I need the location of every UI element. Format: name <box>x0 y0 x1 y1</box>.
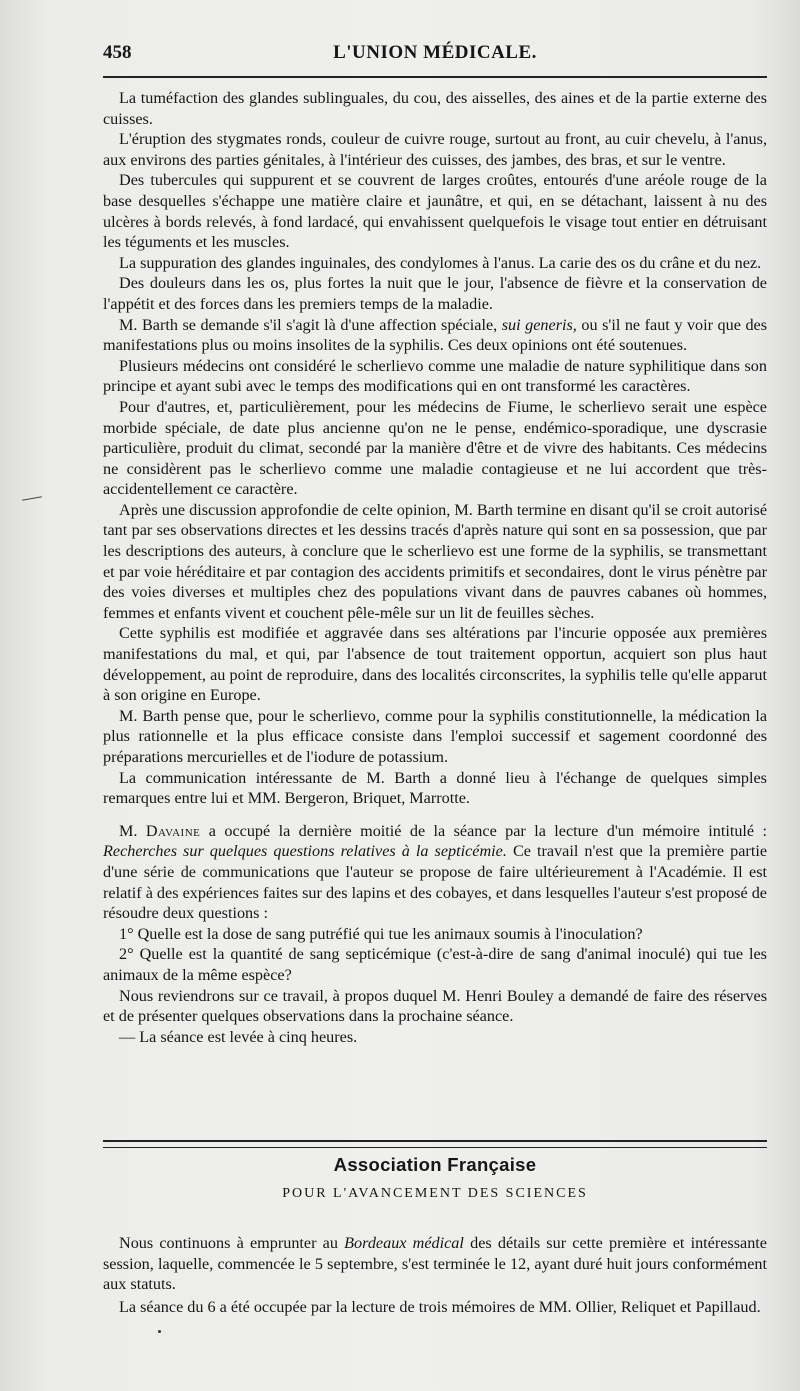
memoir-title: Recherches sur quelques questions relatives à la septicémie. <box>103 842 507 861</box>
paragraph: — La séance est levée à cinq heures. <box>119 1027 358 1046</box>
paragraph: M. Barth pense que, pour le scherlievo, comme pour la syphilis constitutionnelle, la médication la plus rationnelle et la plus efficace consiste dans l'emploi successif et sagement coordonné des préparations mercurielles et de l'iodure de potassium. <box>103 706 767 766</box>
latin-phrase: sui generis, <box>501 315 577 334</box>
paragraph: 1° Quelle est la dose de sang putréfié qui tue les animaux soumis à l'inoculation? <box>119 924 643 943</box>
text-run: M. <box>119 821 138 840</box>
paragraph: L'éruption des stygmates ronds, couleur de cuivre rouge, surtout au front, au cuir chevelu, à l'anus, aux environs des parties génitales, à l'intérieur des cuisses, des jambes, des bras, et sur le ventre. <box>103 130 767 169</box>
text-run: M. Barth se demande s'il s'agit là d'une affection spéciale, <box>119 315 498 334</box>
ink-dot <box>158 1330 161 1333</box>
paragraph: Pour d'autres, et, particulièrement, pour les médecins de Fiume, le scherlievo serait une espèce morbide spéciale, de date plus ancienne qu'on ne le pense, endémico-sporadique, une dyscrasie particulière, produit du climat, secondé par la manière d'être et de vivre des habitants. Ces médecins ne considèrent pas le scherlievo comme une maladie contagieuse et ne lui accordent que très-accidentellement ce caractère. <box>103 397 767 499</box>
page-number: 458 <box>103 42 132 63</box>
text-run: a occupé la dernière moitié de la séance par la lecture d'un mémoire intitulé : <box>208 821 768 840</box>
text-run: des détails sur cette première et intéressante session, laquelle, commencée le 5 septembre, s'est terminée le 12, ayant duré huit jours conformément aux statuts. <box>103 1234 767 1294</box>
article-body <box>103 88 767 1047</box>
text-run: Ce travail n'est que la première partie d'une série de communications que l'auteur se propose de faire ultérieurement à l'Académie. Il est relatif à des expériences faites sur des lapins et des cobayes, et dans lesquelles l'auteur s'est proposé de résoudre deux questions : <box>103 842 767 923</box>
section-separator <box>103 1140 767 1148</box>
paragraph <box>103 1233 767 1295</box>
journal-title: Bordeaux médical <box>344 1234 464 1252</box>
paragraph: Des douleurs dans les os, plus fortes la nuit que le jour, l'absence de fièvre et la conservation de l'appétit et des forces dans les premiers temps de la maladie. <box>103 274 767 313</box>
margin-mark <box>22 496 42 500</box>
paragraph <box>103 821 767 924</box>
paragraph <box>103 315 767 356</box>
paragraph: Des tubercules qui suppurent et se couvrent de larges croûtes, entourés d'une aréole rouge de la base desquelles s'échappe une matière claire et jaunâtre, et qui, en se détachant, laissent à nu des ulcères à bords relevés, à fond lardacé, qui envahissent quelquefois le visage tout entier en détruisant les téguments et les muscles. <box>103 171 767 252</box>
section-title: Association Française <box>333 1154 537 1175</box>
text-run: ou s'il ne faut y voir que des manifestations plus ou moins insolites de la syphilis. Ces deux opinions ont été soutenues. <box>103 315 768 355</box>
paragraph: Nous reviendrons sur ce travail, à propos duquel M. Henri Bouley a demandé de faire des réserves et de présenter quelques observations dans la prochaine séance. <box>103 986 767 1026</box>
association-body <box>103 1233 767 1317</box>
paragraph: 2° Quelle est la quantité de sang septicémique (c'est-à-dire de sang d'animal inoculé) qui tue les animaux de la même espèce? <box>103 945 767 984</box>
section-subtitle: POUR L'AVANCEMENT DES SCIENCES <box>282 1186 588 1201</box>
paragraph: La séance du 6 a été occupée par la lecture de trois mémoires de MM. Ollier, Reliquet et Papillaud. <box>119 1297 761 1316</box>
page-header <box>103 36 767 70</box>
paragraph: La tuméfaction des glandes sublinguales, du cou, des aisselles, des aines et de la partie externe des cuisses. <box>103 89 767 128</box>
paragraph: Plusieurs médecins ont considéré le scherlievo comme une maladie de nature syphilitique dans son principe et ayant subi avec le temps des modifications qui en ont transformé les caractères. <box>103 356 767 396</box>
running-title: L'UNION MÉDICALE. <box>333 42 537 63</box>
text-run: Nous continuons à emprunter au <box>119 1234 338 1252</box>
paragraph: La suppuration des glandes inguinales, des condylomes à l'anus. La carie des os du crâne et du nez. <box>119 253 762 272</box>
paragraph: Cette syphilis est modifiée et aggravée dans ses altérations par l'incurie opposée aux premières manifestations du mal, et qui, par l'absence de tout traitement opportun, acquiert son plus haut développement, au point de reproduire, dans des localités circonscrites, la syphilis telle qu'elle apparut à son origine en Europe. <box>103 624 767 705</box>
paragraph: La communication intéressante de M. Barth a donné lieu à l'échange de quelques simples remarques entre lui et MM. Bergeron, Briquet, Marrotte. <box>103 768 767 808</box>
header-rule <box>103 76 767 78</box>
author-name: Davaine <box>145 821 201 840</box>
paragraph: Après une discussion approfondie de celte opinion, M. Barth termine en disant qu'il se croit autorisé tant par ses observations directes et les dessins tracés d'après nature qui sont en sa possession, que par les descriptions des auteurs, à conclure que le scherlievo est une forme de la syphilis, se transmettant et par voie héréditaire et par contagion des accidents primitifs et secondaires, dont le virus pénètre par des voies diverses et multiples chez des populations vivant dans de pauvres cabanes où hommes, femmes et enfants vivent et couchent pêle-mêle sur un lit de feuilles sèches. <box>103 500 768 622</box>
